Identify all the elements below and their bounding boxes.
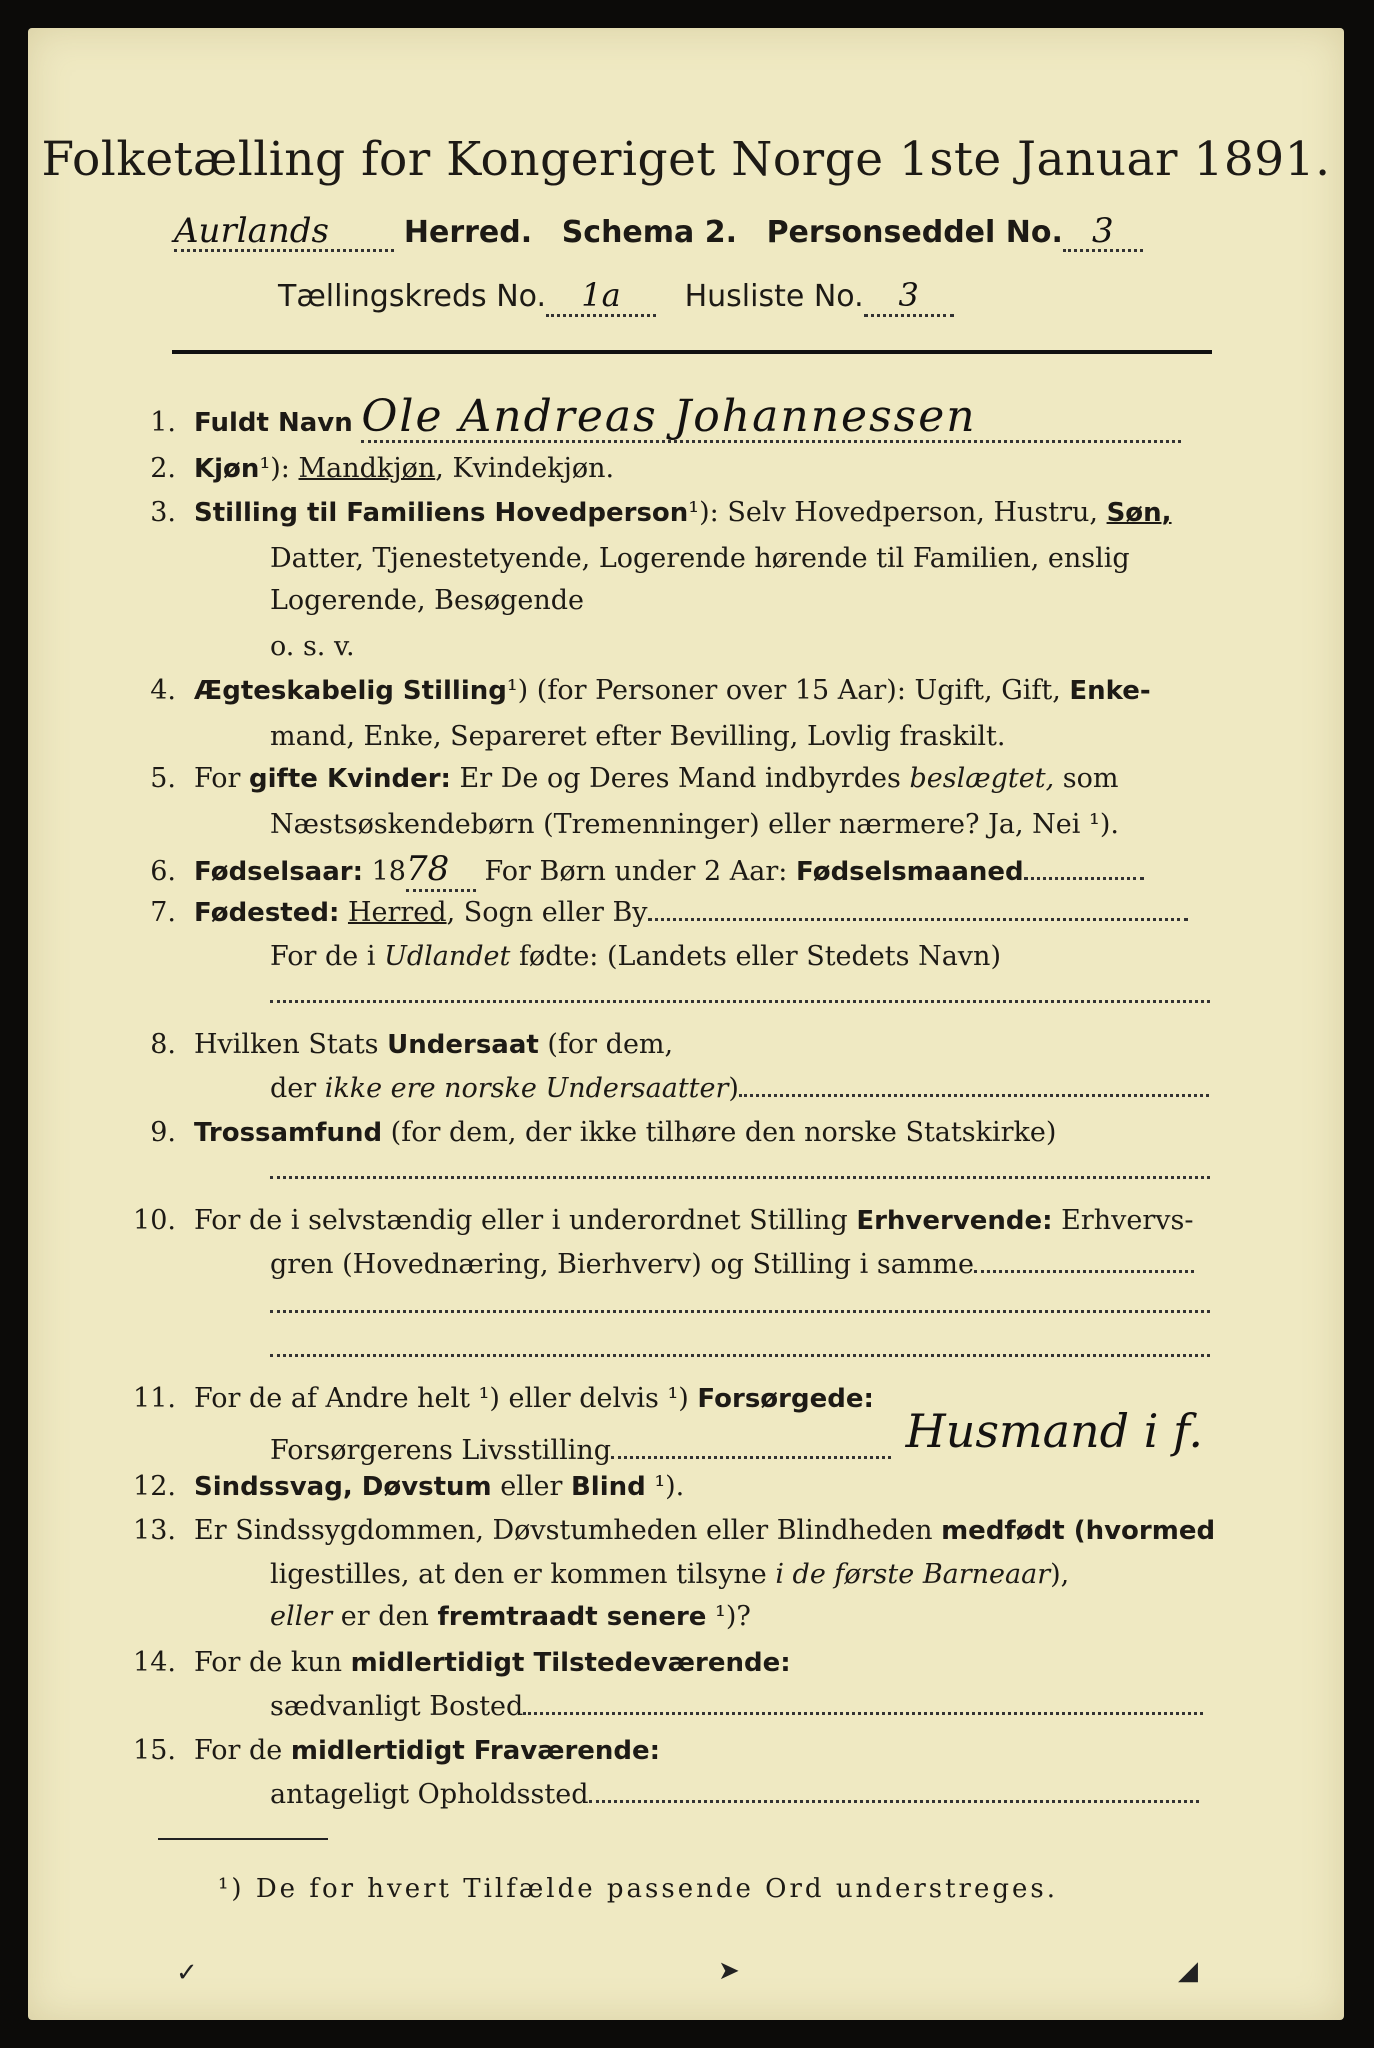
q6-prefix: 18 [363, 856, 406, 887]
q15-line2 [270, 1778, 1199, 1812]
q13-text3c: ¹)? [706, 1601, 751, 1632]
q3-line2: Datter, Tjenestetyende, Logerende hørende til Familien, enslig [270, 543, 1130, 574]
census-form [28, 28, 1344, 2020]
q7-ital: Udlandet [384, 941, 511, 972]
q8-num: 8. [150, 1029, 176, 1060]
q11-text2: Forsørgerens Livsstilling [270, 1435, 612, 1466]
q5-ital: beslægtet, [909, 763, 1055, 794]
q13-label2: fremtraadt senere [437, 1602, 707, 1632]
q10-text1b: Erhvervs- [1052, 1205, 1194, 1236]
q13-text3b: er den [332, 1601, 438, 1632]
footnote-rule [158, 1838, 328, 1840]
q4-line1 [128, 674, 1151, 708]
q7-label: Fødested: [194, 898, 340, 928]
q6-label: Fødselsaar: [194, 857, 363, 887]
personseddel-value: 3 [1092, 211, 1114, 251]
schema-label: Schema 2. [561, 215, 737, 250]
q10-text2: gren (Hovednæring, Bierhverv) og Stilling i samme [270, 1249, 975, 1280]
option-herred: Herred [347, 897, 447, 928]
q9-text: (for dem, der ikke tilhøre den norske Statskirke) [382, 1117, 1057, 1148]
q10-line2 [270, 1248, 1194, 1282]
q7-blank-line [270, 1000, 1210, 1003]
q11-line1 [128, 1382, 874, 1416]
q2-label: Kjøn [194, 454, 260, 484]
q10-text1: For de i selvstændig eller i underordnet Stilling [194, 1205, 857, 1236]
q8-text2a: der [270, 1073, 325, 1104]
q4-label: Ægteskabelig Stilling [194, 676, 507, 706]
q12-label2: Blind [570, 1472, 646, 1502]
kreds-label: Tællingskreds No. [278, 279, 546, 314]
q11-label: Forsørgede: [697, 1384, 874, 1414]
q5-num: 5. [150, 763, 176, 794]
q8-line2 [270, 1072, 1209, 1106]
q9-num: 9. [150, 1117, 176, 1148]
q12-text: eller [491, 1471, 571, 1502]
q7-line2 [270, 940, 1001, 974]
q6-text: For Børn under 2 Aar: [475, 856, 796, 887]
q5-label: gifte Kvinder: [249, 764, 451, 794]
q10-blank-line-1 [270, 1310, 1210, 1313]
q12-num: 12. [133, 1471, 176, 1502]
q14-text1: For de kun [194, 1647, 351, 1678]
full-name-value: Ole Andreas Johannessen [361, 391, 977, 442]
form-title: Folketælling for Kongeriget Norge 1ste Januar 1891. [41, 132, 1331, 187]
q2-num: 2. [150, 453, 176, 484]
q3-num: 3. [150, 497, 176, 528]
q6-num: 6. [150, 856, 176, 887]
q4-sup: ¹) [506, 675, 529, 706]
q15-text2: antageligt Opholdssted [270, 1779, 589, 1810]
q5-pre: For [194, 763, 250, 794]
q8-text1b: (for dem, [538, 1029, 674, 1060]
q7-text1: , Sogn eller By [446, 897, 648, 928]
kreds-line [278, 278, 954, 317]
q10-line1 [128, 1204, 1194, 1238]
q2-rest: , Kvindekjøn. [435, 453, 615, 484]
q7-text2b: fødte: (Landets eller Stedets Navn) [510, 941, 1001, 972]
q11-line2 [270, 1404, 1204, 1468]
footnote: ¹) De for hvert Tilfælde passende Ord understreges. [218, 1874, 1059, 1904]
q1-num: 1. [150, 407, 176, 438]
q14-label: midlertidigt Tilstedeværende: [350, 1648, 791, 1678]
husliste-label: Husliste No. [684, 279, 864, 314]
q15-label: midlertidigt Fraværende: [290, 1736, 661, 1766]
q12-label: Sindssvag, Døvstum [194, 1472, 492, 1502]
q12-sup: ¹). [645, 1471, 685, 1502]
header-rule [172, 350, 1212, 354]
q5-line1 [128, 762, 1118, 796]
q11-num: 11. [133, 1383, 176, 1414]
q1-line [128, 391, 1181, 443]
herred-label: Herred. [403, 215, 533, 250]
q15-text1: For de [194, 1735, 291, 1766]
q7-num: 7. [150, 897, 176, 928]
q4-enke: Enke- [1069, 676, 1151, 706]
q13-text3a: eller [270, 1601, 333, 1632]
q3-label: Stilling til Familiens Hovedperson [194, 498, 689, 528]
q13-label: medfødt [941, 1516, 1065, 1546]
kreds-value: 1a [581, 276, 621, 314]
q4-line2: mand, Enke, Separeret efter Bevilling, Lovlig fraskilt. [270, 721, 1006, 752]
q9-blank-line [270, 1176, 1210, 1179]
birth-year-value: 78 [405, 849, 450, 889]
q1-label: Fuldt Navn [194, 408, 353, 438]
q13-ital: i de første Barneaar [775, 1559, 1051, 1590]
q10-blank-line-2 [270, 1354, 1210, 1357]
q11-text1: For de af Andre helt ¹) eller delvis ¹) [194, 1383, 698, 1414]
q13-text1b: (hvormed [1064, 1516, 1216, 1546]
corner-mark-center: ➤ [718, 1956, 740, 1986]
q5-line2: Næstsøskendebørn (Tremenninger) eller nærmere? Ja, Nei ¹). [270, 809, 1119, 840]
q8-line1 [128, 1028, 673, 1062]
q14-line2 [270, 1690, 1203, 1724]
q13-text2a: ligestilles, at den er kommen tilsyne [270, 1559, 776, 1590]
q14-num: 14. [133, 1647, 176, 1678]
q4-text1: (for Personer over 15 Aar): Ugift, Gift, [528, 675, 1070, 706]
q9-line [128, 1116, 1056, 1150]
q7-text2a: For de i [270, 941, 385, 972]
q12-line [128, 1470, 684, 1504]
q9-label: Trossamfund [194, 1118, 383, 1148]
q3-line4: o. s. v. [270, 631, 355, 662]
corner-mark-left: ✓ [176, 1958, 198, 1988]
husliste-value: 3 [898, 276, 919, 314]
q15-num: 15. [133, 1735, 176, 1766]
q14-text2: sædvanligt Bosted [270, 1691, 524, 1722]
q3-line3: Logerende, Besøgende [270, 585, 584, 616]
q7-line1 [128, 896, 1188, 930]
option-son: Søn, [1106, 498, 1172, 528]
q5-text1: Er De og Deres Mand indbyrdes [450, 763, 910, 794]
q5-text1b: som [1054, 763, 1119, 794]
personseddel-label: Personseddel No. [766, 215, 1063, 250]
q13-num: 13. [133, 1515, 176, 1546]
q8-text1: Hvilken Stats [194, 1029, 388, 1060]
option-mandkjon: Mandkjøn [298, 453, 436, 484]
q4-num: 4. [150, 675, 176, 706]
q3-text1: Selv Hovedperson, Hustru, [718, 497, 1107, 528]
q14-line1 [128, 1646, 791, 1680]
q2-line [128, 452, 614, 486]
q10-label: Erhvervende: [856, 1206, 1053, 1236]
q13-line2 [270, 1558, 1069, 1592]
q2-sup: ¹): [259, 453, 290, 484]
q6-line [128, 849, 1144, 892]
q8-text2b: ) [728, 1073, 739, 1104]
q6-label2: Fødselsmaaned [796, 857, 1024, 887]
q8-ital: ikke ere norske Undersaatter [324, 1073, 729, 1104]
q8-label: Undersaat [387, 1030, 539, 1060]
q13-line3 [270, 1600, 751, 1634]
q13-text1: Er Sindssygdommen, Døvstumheden eller Blindheden [194, 1515, 942, 1546]
q10-num: 10. [133, 1205, 176, 1236]
q3-sup: ¹): [688, 497, 719, 528]
q13-text2b: ), [1050, 1559, 1070, 1590]
q13-line1 [128, 1514, 1215, 1548]
q3-line1 [128, 496, 1172, 530]
herred-line [174, 211, 1143, 252]
q15-line1 [128, 1734, 660, 1768]
herred-value: Aurlands [174, 211, 329, 251]
provider-occupation-value: Husmand i f. [905, 1404, 1204, 1458]
corner-mark-right: ◢ [1178, 1956, 1198, 1986]
